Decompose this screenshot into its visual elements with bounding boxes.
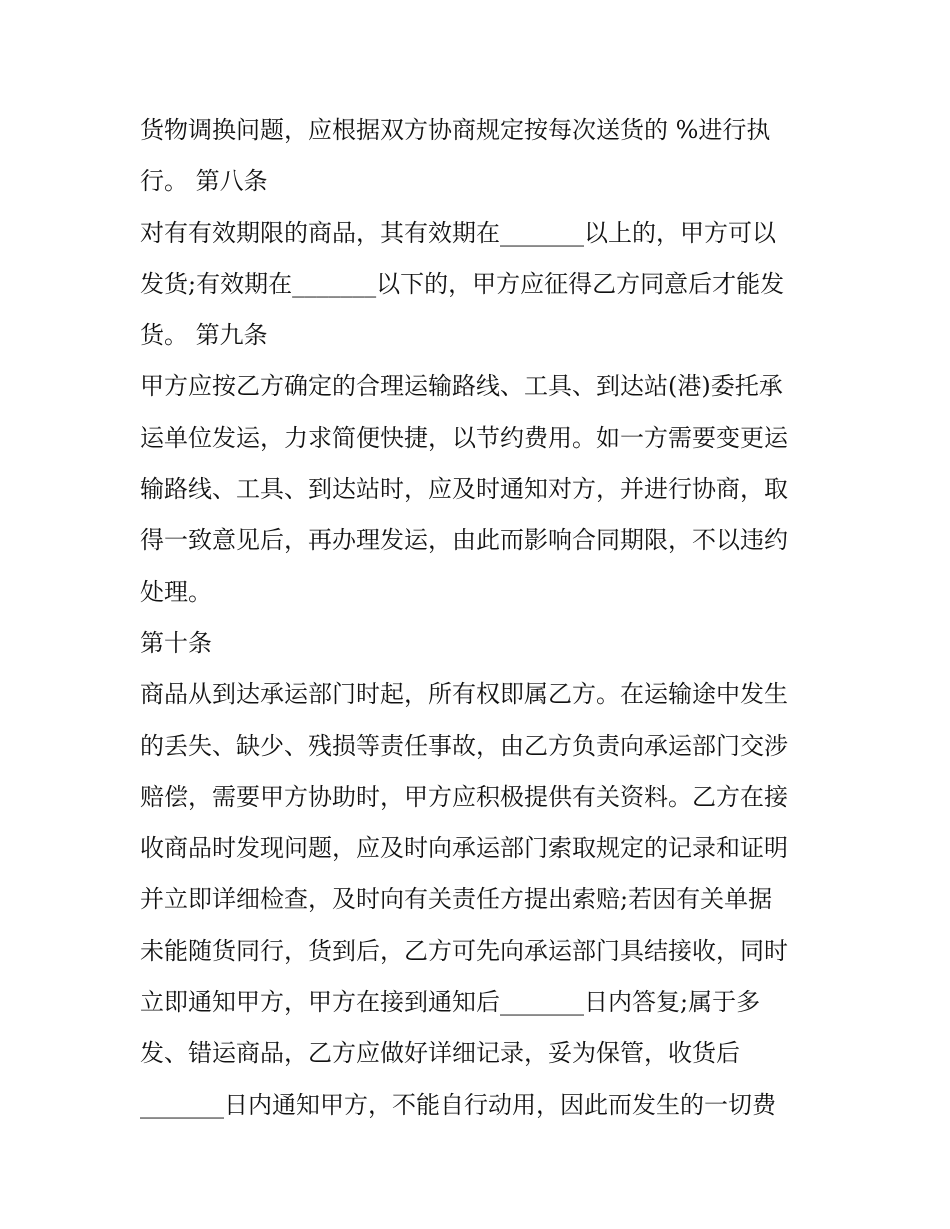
text-line: 运单位发运，力求简便快捷，以节约费用。如一方需要变更运 xyxy=(140,423,788,452)
text-line: 并立即详细检查，及时向有关责任方提出索赔;若因有关单据 xyxy=(140,885,773,914)
text-line: 得一致意见后，再办理发运，由此而影响合同期限，不以违约 xyxy=(140,526,788,555)
text-line: _______日内通知甲方，不能自行动用，因此而发生的一切费 xyxy=(140,1090,776,1119)
text-line: 商品从到达承运部门时起，所有权即属乙方。在运输途中发生 xyxy=(140,680,788,709)
text-line: 赔偿，需要甲方协助时，甲方应积极提供有关资料。乙方在接 xyxy=(140,782,788,811)
text-line: 发货;有效期在_______以下的，甲方应征得乙方同意后才能发 xyxy=(140,269,785,298)
text-line: 输路线、工具、到达站时，应及时通知对方，并进行协商，取 xyxy=(140,475,788,504)
text-line: 收商品时发现问题，应及时向承运部门索取规定的记录和证明 xyxy=(140,834,788,863)
contract-text xyxy=(140,108,830,1134)
section-heading: 第十条 xyxy=(140,628,212,657)
text-line: 对有有效期限的商品，其有效期在_______以上的，甲方可以 xyxy=(140,218,776,247)
text-line: 未能随货同行，货到后，乙方可先向承运部门具结接收，同时 xyxy=(140,936,788,965)
text-line: 的丢失、缺少、残损等责任事故，由乙方负责向承运部门交涉 xyxy=(140,731,788,760)
text-line: 发、错运商品，乙方应做好详细记录，妥为保管，收货后 xyxy=(140,1039,740,1068)
text-line: 立即通知甲方，甲方在接到通知后_______日内答复;属于多 xyxy=(140,988,761,1017)
text-line: 货物调换问题，应根据双方协商规定按每次送货的 %进行执 xyxy=(140,116,771,144)
text-line: 行。 第八条 xyxy=(140,167,268,196)
text-line: 货。 第九条 xyxy=(140,321,268,350)
text-line: 甲方应按乙方确定的合理运输路线、工具、到达站(港)委托承 xyxy=(140,372,783,401)
text-line: 处理。 xyxy=(140,577,212,606)
